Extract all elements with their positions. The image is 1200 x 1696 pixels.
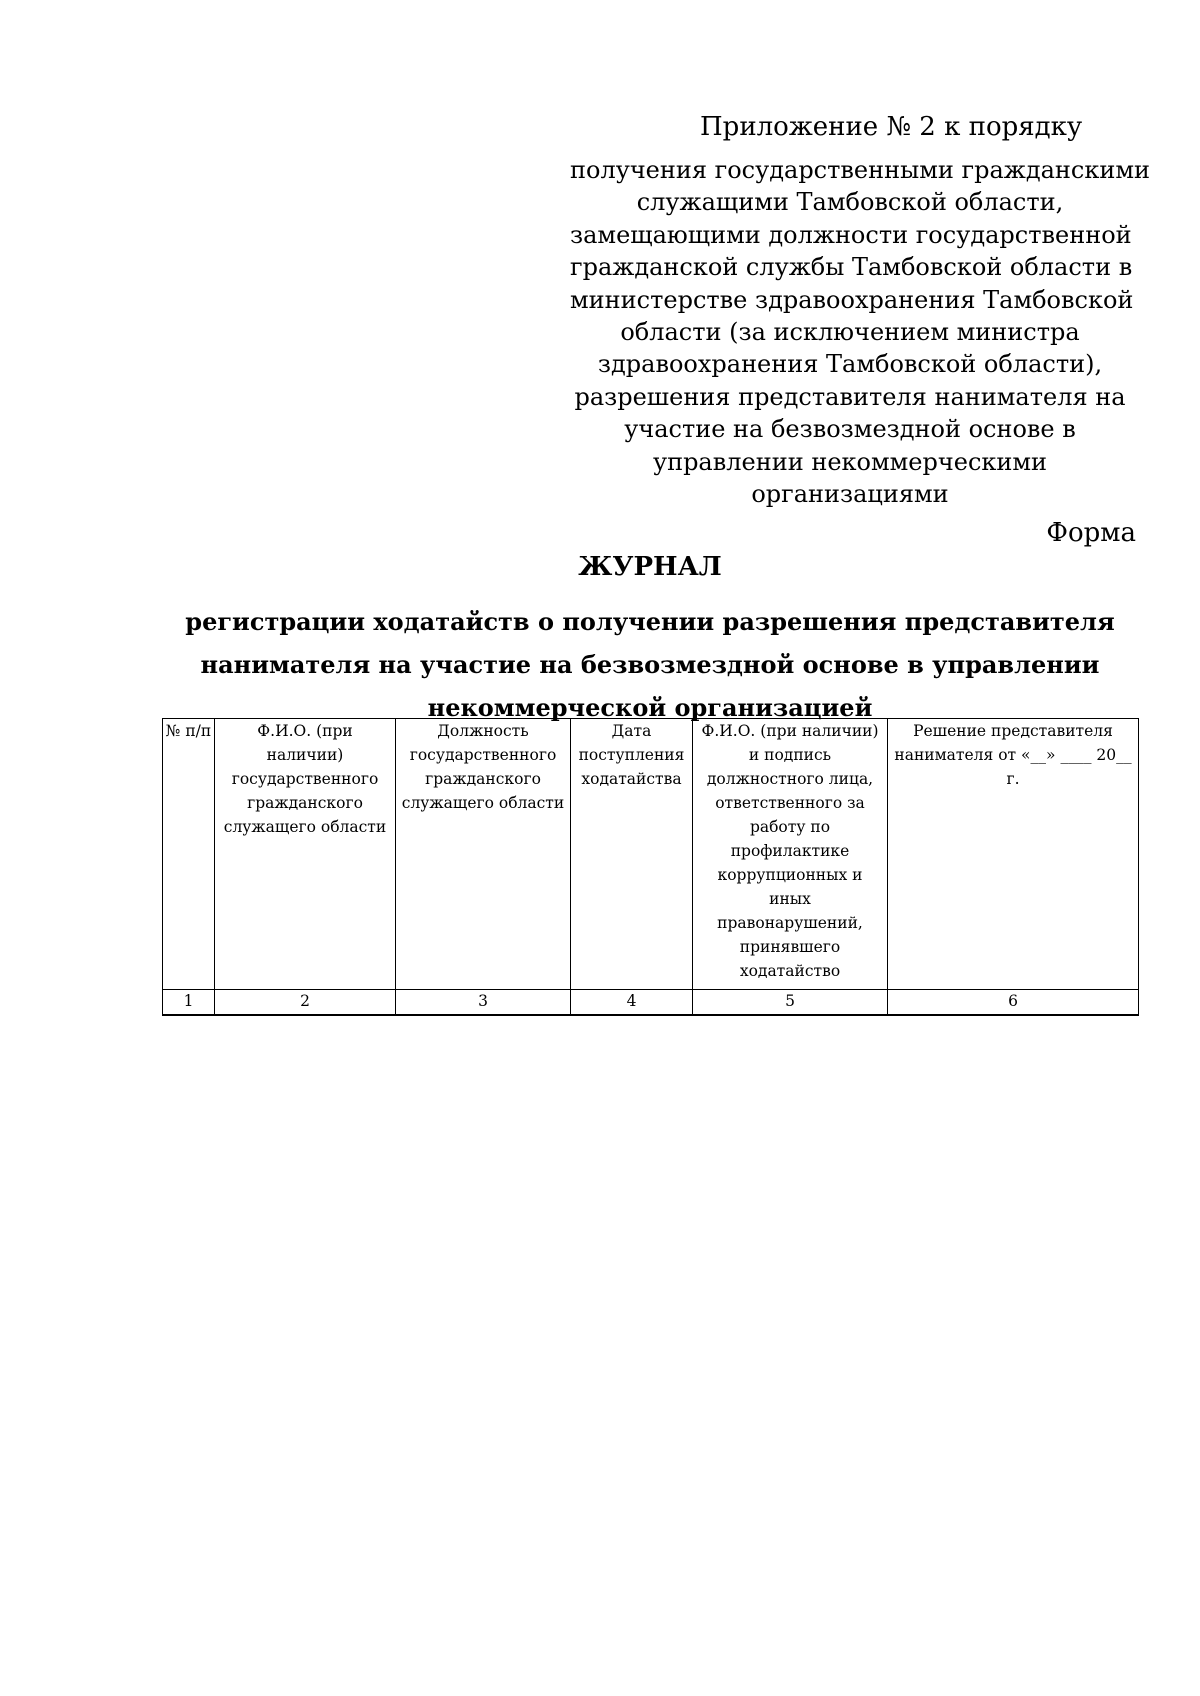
- appendix-title: Приложение № 2 к порядку: [700, 112, 1083, 142]
- header-number: № п/п: [163, 719, 215, 990]
- header-date: Дата поступления ходатайства: [571, 719, 693, 990]
- table-header-row: [163, 719, 1139, 990]
- journal-subtitle-line: некоммерческой организацией: [427, 693, 873, 722]
- column-number-6: 6: [888, 990, 1139, 1016]
- header-official: Ф.И.О. (при наличии) и подпись должностного лица, ответственного за работу по профилактике коррупционных и иных правонарушений, принявшего ходатайство: [693, 719, 888, 990]
- appendix-line: здравоохранения Тамбовской области),: [597, 350, 1103, 379]
- appendix-line: замещающими должности государственной: [570, 220, 1132, 249]
- column-number-5: 5: [693, 990, 888, 1016]
- appendix-line: управлении некоммерческими: [652, 447, 1048, 476]
- journal-subtitle: [140, 600, 1160, 729]
- appendix-line: организациями: [751, 480, 949, 509]
- journal-subtitle-line: регистрации ходатайств о получении разрешения представителя: [185, 607, 1115, 636]
- journal-table: [162, 718, 1139, 1016]
- appendix-line: области (за исключением министра: [620, 318, 1080, 347]
- appendix-line: министерстве здравоохранения Тамбовской: [570, 285, 1134, 314]
- journal-title: ЖУРНАЛ: [578, 552, 722, 582]
- header-employee-name: Ф.И.О. (при наличии) государственного гражданского служащего области: [215, 719, 396, 990]
- column-number-2: 2: [215, 990, 396, 1016]
- appendix-line: участие на безвозмездной основе в: [624, 415, 1076, 444]
- column-number-4: 4: [571, 990, 693, 1016]
- appendix-line: служащими Тамбовской области,: [636, 188, 1064, 217]
- column-number-1: 1: [163, 990, 215, 1016]
- appendix-body: [570, 154, 1151, 510]
- table-row: [163, 990, 1139, 1016]
- header-position: Должность государственного гражданского служащего области: [396, 719, 571, 990]
- appendix-line: разрешения представителя нанимателя на: [574, 382, 1126, 411]
- header-decision: Решение представителя нанимателя от «__» ____ 20__ г.: [888, 719, 1139, 990]
- column-number-3: 3: [396, 990, 571, 1016]
- appendix-line: гражданской службы Тамбовской области в: [570, 253, 1133, 282]
- appendix-line: получения государственными гражданскими: [570, 156, 1151, 184]
- form-label: Форма: [1046, 518, 1136, 548]
- journal-subtitle-line: нанимателя на участие на безвозмездной основе в управлении: [200, 650, 1100, 679]
